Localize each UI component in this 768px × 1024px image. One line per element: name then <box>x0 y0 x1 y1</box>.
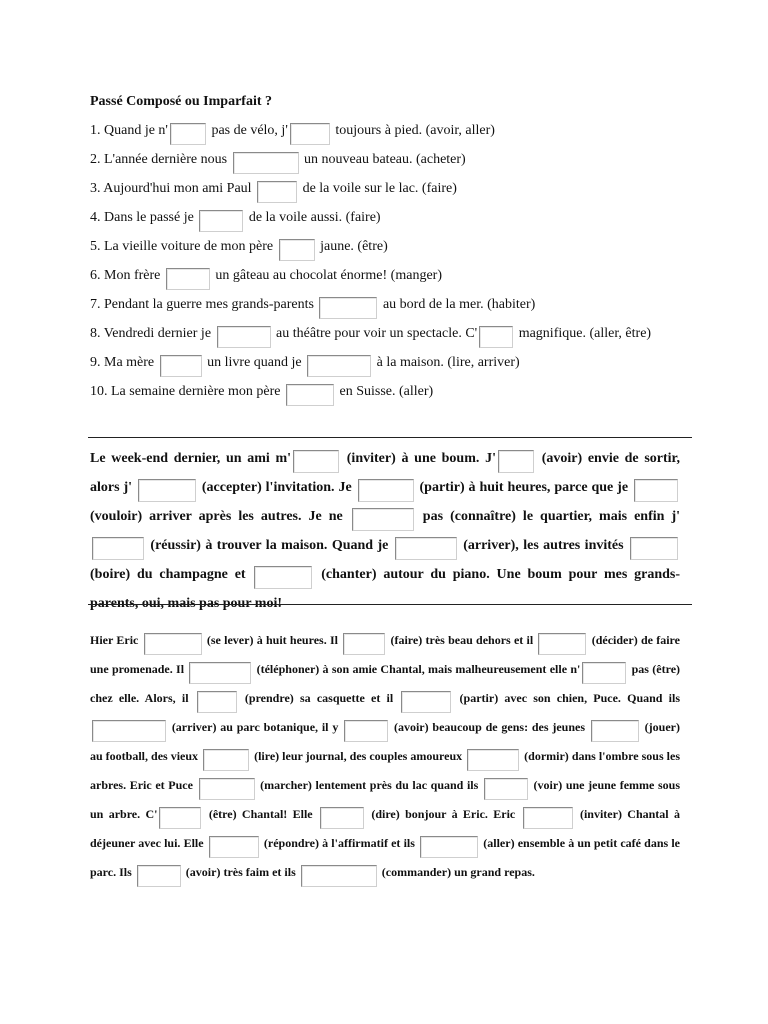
text: (commander) un grand repas. <box>378 865 535 879</box>
text: toujours à pied. (avoir, aller) <box>331 123 495 138</box>
text: jaune. (être) <box>316 239 388 254</box>
answer-1a-input[interactable] <box>170 123 206 145</box>
exercise-sentences <box>90 116 690 406</box>
text: 1. Quand je n' <box>90 123 168 138</box>
sentence-6 <box>90 261 690 290</box>
text: (voir) une jeune femme sous un arbre. C' <box>90 778 681 821</box>
text: (téléphoner) à son amie Chantal, mais malheureusement elle n' <box>253 662 581 676</box>
eric-jouer-input[interactable] <box>591 720 639 742</box>
text: (aller) ensemble à un petit café dans le parc. Ils <box>90 836 680 879</box>
text: 4. Dans le passé je <box>90 210 198 225</box>
text: de la voile aussi. (faire) <box>245 210 381 225</box>
eric-commander-input[interactable] <box>301 865 377 887</box>
sentence-5 <box>90 232 690 261</box>
eric-se-lever-input[interactable] <box>144 633 202 655</box>
text: (avoir) envie de sortir, alors j' <box>90 451 680 495</box>
text: (lire) leur journal, des couples amoureux <box>251 749 466 763</box>
boum-connaitre-input[interactable] <box>352 508 414 531</box>
boum-avoir-input[interactable] <box>498 450 534 473</box>
text: au bord de la mer. (habiter) <box>379 297 536 312</box>
text: (réussir) à trouver la maison. Quand je <box>146 538 393 553</box>
boum-reussir-input[interactable] <box>92 537 144 560</box>
sentence-7 <box>90 290 690 319</box>
boum-arriver-input[interactable] <box>395 537 457 560</box>
text: (chanter) autour du piano. Une boum pour mes grands-parents, oui, mais pas pour moi! <box>90 567 681 611</box>
eric-arriver-input[interactable] <box>92 720 166 742</box>
eric-etre-input[interactable] <box>582 662 626 684</box>
eric-lire-input[interactable] <box>203 749 249 771</box>
text: 2. L'année dernière nous <box>90 152 231 167</box>
text: (répondre) à l'affirmatif et ils <box>260 836 419 850</box>
eric-prendre-input[interactable] <box>197 691 237 713</box>
text: (jouer) au football, des vieux <box>90 720 680 763</box>
eric-etre2-input[interactable] <box>159 807 201 829</box>
eric-avoir-input[interactable] <box>344 720 388 742</box>
text: 10. La semaine dernière mon père <box>90 384 284 399</box>
text: (inviter) Chantal à déjeuner avec lui. Elle <box>90 807 680 850</box>
answer-3-input[interactable] <box>257 181 297 203</box>
answer-1b-input[interactable] <box>290 123 330 145</box>
text: Hier Eric <box>90 633 142 647</box>
text: 9. Ma mère <box>90 355 158 370</box>
answer-8a-input[interactable] <box>217 326 271 348</box>
text: (avoir) très faim et ils <box>182 865 299 879</box>
text: (dire) bonjour à Eric. Eric <box>365 807 521 821</box>
text: magnifique. (aller, être) <box>515 326 652 341</box>
sentence-9 <box>90 348 690 377</box>
text: (arriver) au parc botanique, il y <box>168 720 343 734</box>
text: (être) Chantal! Elle <box>203 807 318 821</box>
boum-inviter-input[interactable] <box>293 450 339 473</box>
eric-faire-input[interactable] <box>343 633 385 655</box>
sentence-2 <box>90 145 690 174</box>
sentence-3 <box>90 174 690 203</box>
text: en Suisse. (aller) <box>335 384 434 399</box>
text: à la maison. (lire, arriver) <box>373 355 520 370</box>
eric-repondre-input[interactable] <box>209 836 259 858</box>
eric-telephoner-input[interactable] <box>189 662 251 684</box>
paragraph-boum <box>90 444 680 618</box>
paragraph-eric <box>90 626 680 887</box>
text: pas (être) chez elle. Alors, il <box>90 662 681 705</box>
text: (partir) avec son chien, Puce. Quand ils <box>453 691 680 705</box>
worksheet-title: Passé Composé ou Imparfait ? <box>90 94 272 109</box>
answer-8b-input[interactable] <box>479 326 513 348</box>
answer-2-input[interactable] <box>233 152 299 174</box>
answer-9b-input[interactable] <box>307 355 371 377</box>
text: 3. Aujourd'hui mon ami Paul <box>90 181 256 196</box>
text: Le week-end dernier, un ami m' <box>90 451 292 466</box>
eric-dormir-input[interactable] <box>467 749 519 771</box>
boum-partir-input[interactable] <box>358 479 414 502</box>
divider-top <box>88 437 692 438</box>
text: (partir) à huit heures, parce que je <box>415 480 632 495</box>
text: 7. Pendant la guerre mes grands-parents <box>90 297 318 312</box>
answer-10-input[interactable] <box>286 384 334 406</box>
text: de la voile sur le lac. (faire) <box>299 181 457 196</box>
sentence-10 <box>90 377 690 406</box>
eric-voir-input[interactable] <box>484 778 528 800</box>
text: (décider) de faire une promenade. Il <box>90 633 680 676</box>
text: (vouloir) arriver après les autres. Je ne <box>90 509 350 524</box>
eric-decider-input[interactable] <box>538 633 586 655</box>
eric-inviter-input[interactable] <box>523 807 573 829</box>
sentence-8 <box>90 319 690 348</box>
eric-dire-input[interactable] <box>320 807 364 829</box>
text: 5. La vieille voiture de mon père <box>90 239 277 254</box>
eric-partir-input[interactable] <box>401 691 451 713</box>
answer-7-input[interactable] <box>319 297 377 319</box>
answer-9a-input[interactable] <box>160 355 202 377</box>
text: (accepter) l'invitation. Je <box>197 480 356 495</box>
text: un livre quand je <box>203 355 306 370</box>
text: (inviter) à une boum. J' <box>341 451 496 466</box>
text: pas de vélo, j' <box>207 123 288 138</box>
text: (faire) très beau dehors et il <box>387 633 537 647</box>
sentence-4 <box>90 203 690 232</box>
sentence-1 <box>90 116 690 145</box>
text: (marcher) lentement près du lac quand ils <box>256 778 482 792</box>
text: un nouveau bateau. (acheter) <box>300 152 466 167</box>
text: (avoir) beaucoup de gens: des jeunes <box>390 720 589 734</box>
text: (boire) du champagne et <box>90 567 253 582</box>
answer-4-input[interactable] <box>199 210 243 232</box>
boum-chanter-input[interactable] <box>254 566 312 589</box>
text: pas (connaître) le quartier, mais enfin j' <box>415 509 680 524</box>
boum-accepter-input[interactable] <box>138 479 196 502</box>
text: au théâtre pour voir un spectacle. C' <box>272 326 478 341</box>
text: un gâteau au chocolat énorme! (manger) <box>211 268 442 283</box>
boum-boire-input[interactable] <box>630 537 678 560</box>
eric-marcher-input[interactable] <box>199 778 255 800</box>
boum-vouloir-input[interactable] <box>634 479 678 502</box>
text: 8. Vendredi dernier je <box>90 326 215 341</box>
text: (prendre) sa casquette et il <box>238 691 400 705</box>
text: (dormir) dans l'ombre sous les arbres. Eric et Puce <box>90 749 680 792</box>
text: 6. Mon frère <box>90 268 164 283</box>
answer-5-input[interactable] <box>279 239 315 261</box>
eric-aller-input[interactable] <box>420 836 478 858</box>
text: (arriver), les autres invités <box>458 538 628 553</box>
text: (se lever) à huit heures. Il <box>203 633 342 647</box>
answer-6-input[interactable] <box>166 268 210 290</box>
divider-bottom <box>88 604 692 605</box>
eric-avoir2-input[interactable] <box>137 865 181 887</box>
